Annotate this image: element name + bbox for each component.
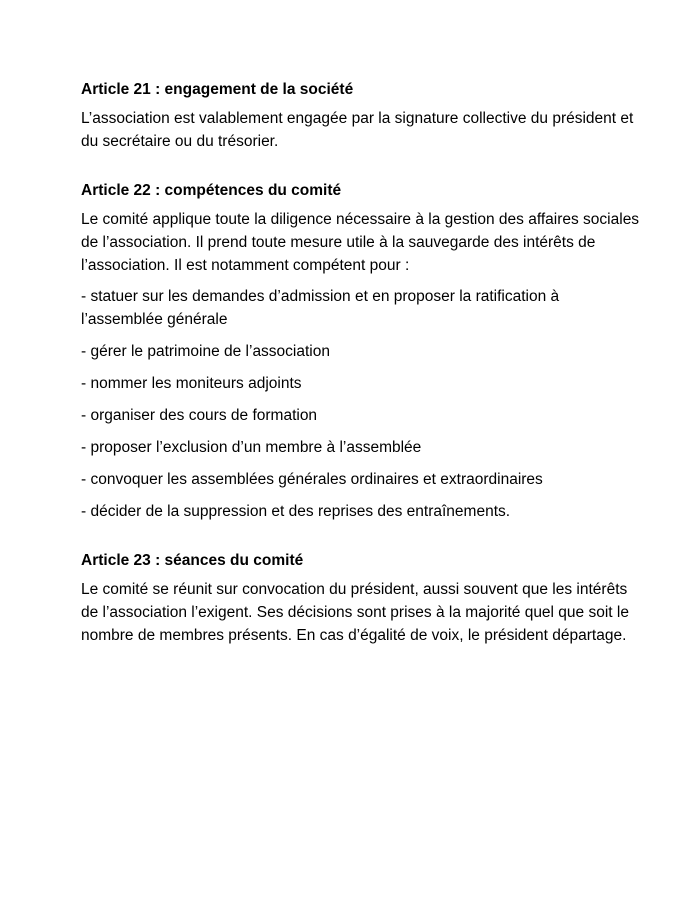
article-paragraph: Le comité applique toute la diligence nécessaire à la gestion des affaires sociales de l’association. Il prend toute mesure utile à la sauvegarde des intérêts de l’association. Il est notamment compétent pour : <box>81 211 640 274</box>
article-21 <box>81 79 640 153</box>
list-item: - gérer le patrimoine de l’association <box>81 343 330 360</box>
article-23 <box>81 550 640 647</box>
list-item: - organiser des cours de formation <box>81 407 318 424</box>
article-heading: Article 21 : engagement de la société <box>81 81 354 98</box>
list-item: - statuer sur les demandes d’admission et en proposer la ratification à l’assemblée générale <box>81 288 560 328</box>
article-heading: Article 22 : compétences du comité <box>81 182 342 199</box>
article-paragraph: Le comité se réunit sur convocation du président, aussi souvent que les intérêts de l’association l’exigent. Ses décisions sont prises à la majorité quel que soit le nombre de membres présents. En cas d’égalité de voix, le président départage. <box>81 581 629 644</box>
article-22 <box>81 180 640 523</box>
article-heading: Article 23 : séances du comité <box>81 552 304 569</box>
list-item: - décider de la suppression et des reprises des entraînements. <box>81 503 511 520</box>
list-item: - proposer l’exclusion d’un membre à l’assemblée <box>81 439 422 456</box>
list-item: - convoquer les assemblées générales ordinaires et extraordinaires <box>81 471 543 488</box>
competence-list <box>81 285 640 523</box>
list-item: - nommer les moniteurs adjoints <box>81 375 302 392</box>
article-paragraph: L’association est valablement engagée par la signature collective du président et du secrétaire ou du trésorier. <box>81 110 634 150</box>
